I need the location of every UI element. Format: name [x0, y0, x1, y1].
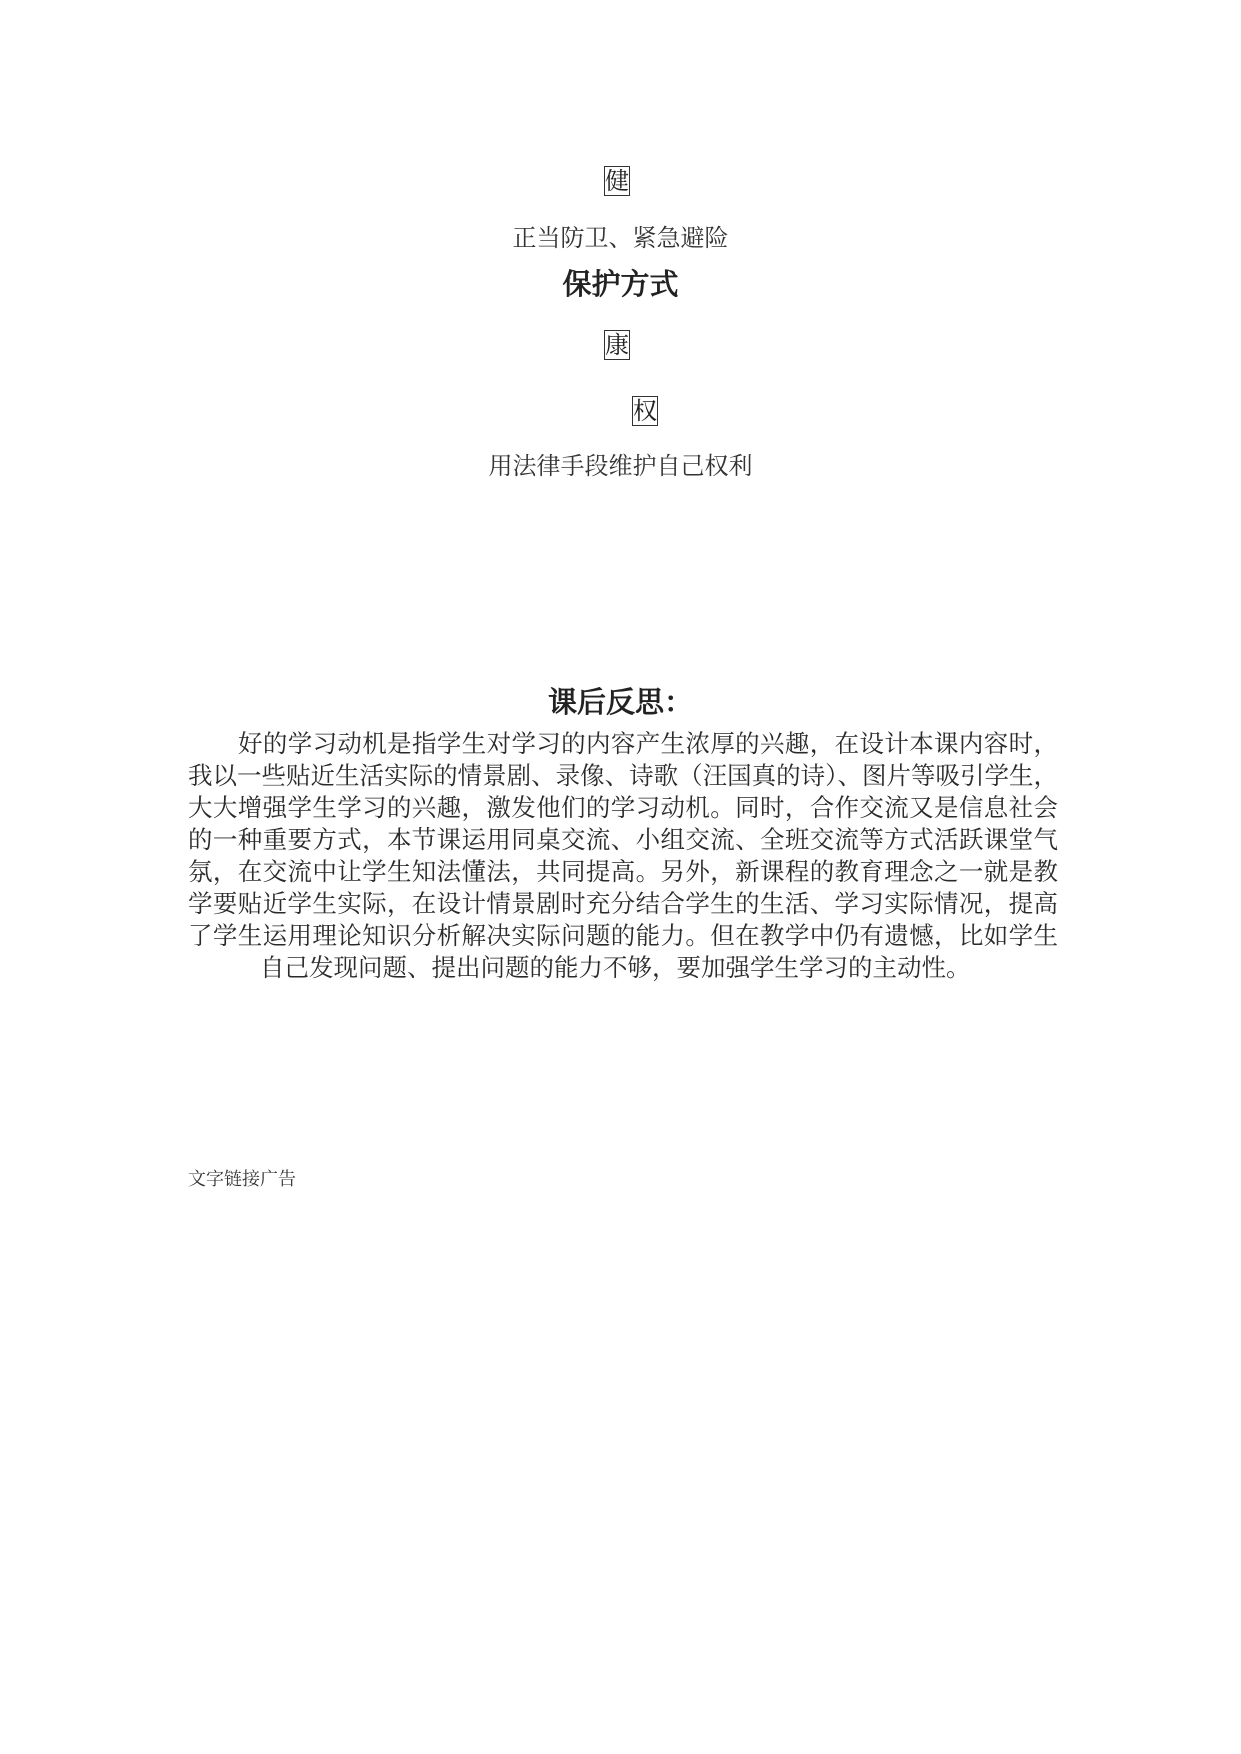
boxed-char-jian: 健: [605, 167, 629, 195]
defense-label: 正当防卫、紧急避险: [512, 224, 729, 252]
paragraph-line: 氛，在交流中让学生知法懂法，共同提高。另外，新课程的教育理念之一就是教: [188, 857, 1058, 886]
reflection-heading: 课后反思：: [547, 685, 693, 719]
paragraph-line: 好的学习动机是指学生对学习的内容产生浓厚的兴趣，在设计本课内容时，: [238, 729, 1058, 758]
paragraph-line: 的一种重要方式，本节课运用同桌交流、小组交流、全班交流等方式活跃课堂气: [188, 825, 1058, 854]
legal-means-label: 用法律手段维护自己权利: [488, 452, 753, 480]
paragraph-line: 了学生运用理论知识分析解决实际问题的能力。但在教学中仍有遗憾，比如学生: [188, 921, 1058, 950]
paragraph-line: 自己发现问题、提出问题的能力不够，要加强学生学习的主动性。: [260, 953, 971, 982]
paragraph-line: 大大增强学生学习的兴趣，激发他们的学习动机。同时，合作交流又是信息社会: [188, 793, 1058, 822]
paragraph-line: 我以一些贴近生活实际的情景剧、录像、诗歌（汪国真的诗）、图片等吸引学生，: [188, 761, 1058, 790]
protect-heading: 保护方式: [562, 267, 679, 301]
boxed-char-quan: 权: [633, 397, 657, 425]
reflection-paragraph: [188, 728, 1058, 984]
boxed-char-kang: 康: [605, 331, 629, 359]
paragraph-line: 学要贴近学生实际，在设计情景剧时充分结合学生的生活、学习实际情况，提高: [188, 889, 1058, 918]
text-ad-link[interactable]: 文字链接广告: [188, 1169, 296, 1190]
